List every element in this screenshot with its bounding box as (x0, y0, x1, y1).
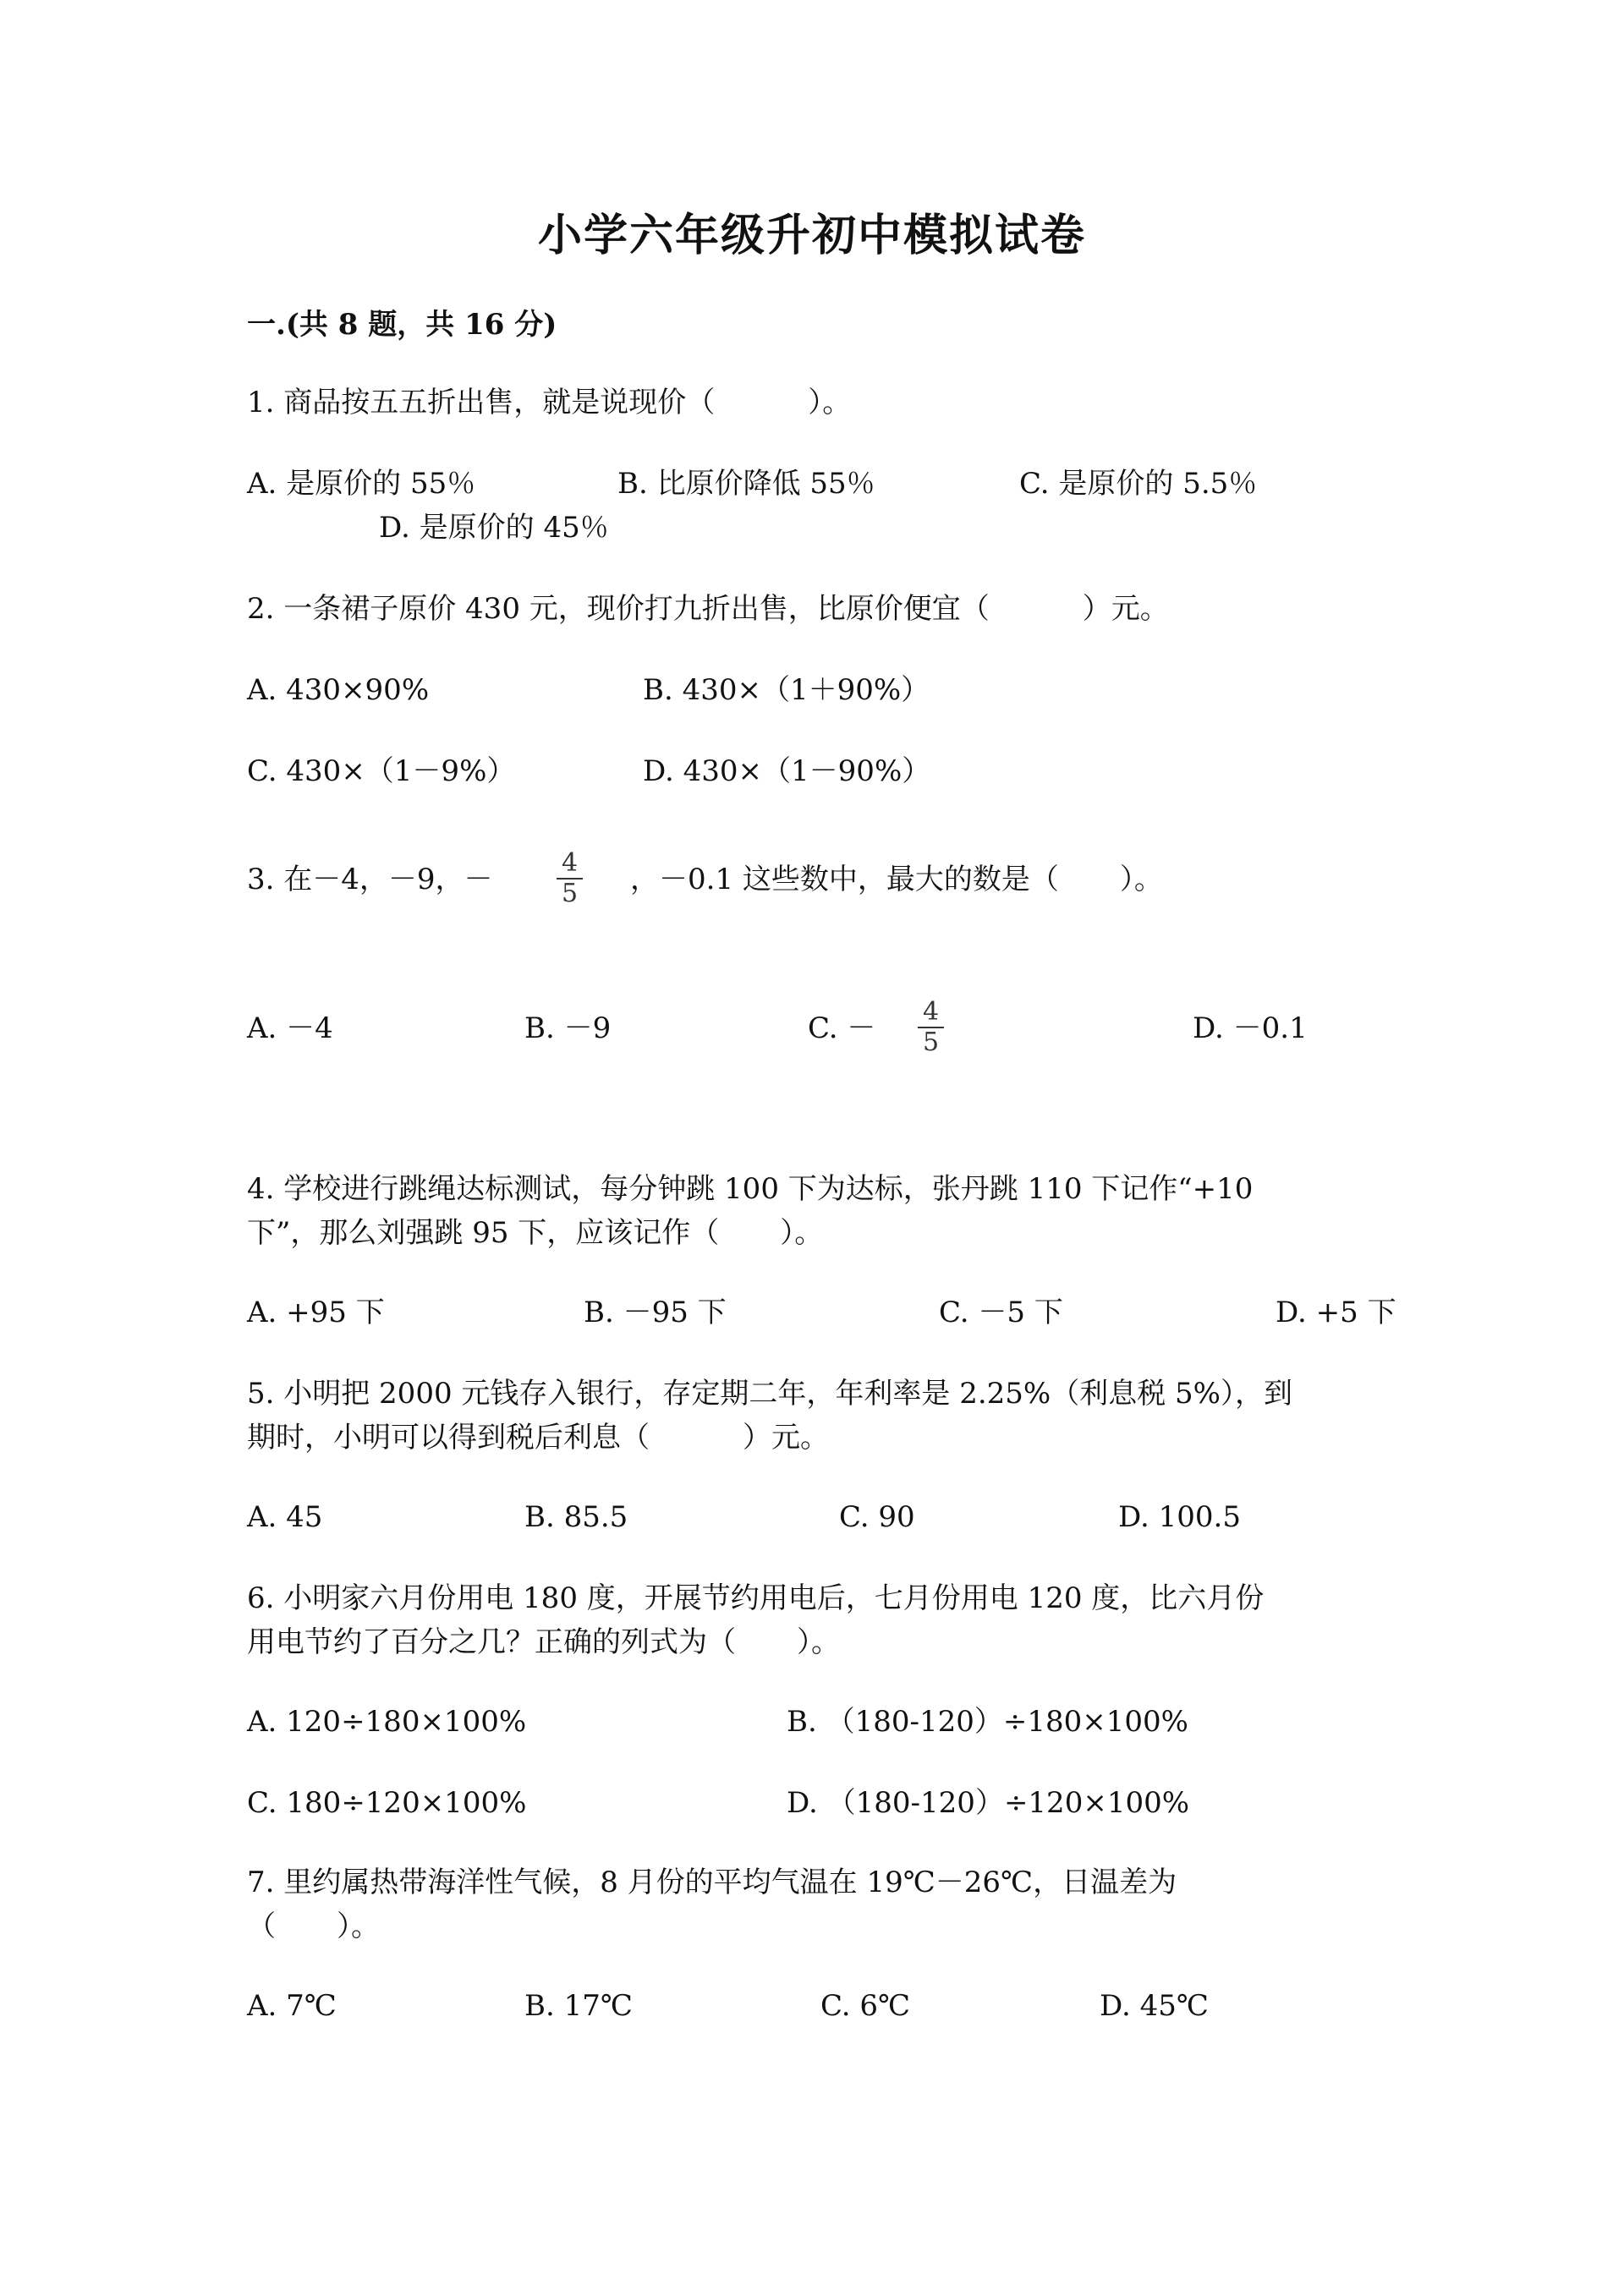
question-1-text-end: ）。 (808, 386, 852, 419)
question-2-text: 2. 一条裙子原价 430 元，现价打九折出售，比原价便宜（ (247, 592, 990, 626)
fraction-denominator: 5 (923, 1027, 940, 1057)
fraction-numerator: 4 (557, 849, 583, 879)
question-3-option-d[interactable]: D. －0.1 (1193, 1011, 1308, 1045)
question-3-text-mid: ，－0.1 这些数中，最大的数是（ ）。 (630, 863, 1163, 896)
question-4-option-c[interactable]: C. －5 下 (939, 1296, 1063, 1329)
question-6-option-d[interactable]: D. （180-120）÷120×100% (787, 1786, 1190, 1820)
question-5-option-b[interactable]: B. 85.5 (524, 1500, 628, 1534)
question-5-option-a[interactable]: A. 45 (247, 1500, 323, 1534)
question-5-option-c[interactable]: C. 90 (839, 1500, 915, 1534)
question-1-text: 1. 商品按五五折出售，就是说现价（ (247, 386, 716, 419)
question-7-line-1: 7. 里约属热带海洋性气候，8 月份的平均气温在 19℃－26℃，日温差为 (247, 1866, 1177, 1899)
question-2 (247, 587, 1397, 631)
question-6 (247, 1576, 1397, 1664)
question-3-option-b[interactable]: B. －9 (524, 1011, 612, 1045)
question-1-option-b[interactable]: B. 比原价降低 55％ (617, 467, 875, 501)
question-6-option-b[interactable]: B. （180-120）÷180×100% (787, 1705, 1188, 1739)
question-3-fraction (557, 849, 583, 908)
question-6-option-a[interactable]: A. 120÷180×100% (247, 1705, 527, 1739)
question-1-option-a[interactable]: A. 是原价的 55％ (247, 467, 476, 501)
fraction-denominator: 5 (562, 879, 579, 908)
question-2-option-a[interactable]: A. 430×90% (247, 673, 430, 707)
question-5 (247, 1372, 1397, 1460)
question-2-option-b[interactable]: B. 430×（1＋90%） (643, 673, 930, 707)
question-2-option-d[interactable]: D. 430×（1－90%） (643, 754, 931, 788)
question-2-text-end: ）元。 (1082, 592, 1169, 626)
question-4-line-1: 4. 学校进行跳绳达标测试，每分钟跳 100 下为达标，张丹跳 110 下记作“+10 (247, 1172, 1254, 1206)
question-7-option-c[interactable]: C. 6℃ (820, 1989, 911, 2023)
question-4-option-b[interactable]: B. －95 下 (584, 1296, 727, 1329)
question-1-option-d[interactable]: D. 是原价的 45％ (379, 511, 609, 545)
question-1-option-c[interactable]: C. 是原价的 5.5％ (1019, 467, 1258, 501)
question-4-option-d[interactable]: D. +5 下 (1276, 1296, 1396, 1329)
question-3-option-c-fraction (918, 998, 944, 1057)
question-7-option-b[interactable]: B. 17℃ (524, 1989, 633, 2023)
question-5-option-d[interactable]: D. 100.5 (1118, 1500, 1241, 1534)
question-7-option-d[interactable]: D. 45℃ (1100, 1989, 1209, 2023)
section-heading: 一.(共 8 题，共 16 分) (247, 308, 557, 342)
question-7 (247, 1860, 1397, 1948)
question-1 (247, 381, 1397, 425)
question-7-option-a[interactable]: A. 7℃ (247, 1989, 337, 2023)
question-4-option-a[interactable]: A. +95 下 (247, 1296, 385, 1329)
question-3-option-c[interactable]: C. － (808, 1011, 876, 1045)
question-4 (247, 1167, 1397, 1255)
question-2-option-c[interactable]: C. 430×（1－9%） (247, 754, 516, 788)
question-3-option-a[interactable]: A. －4 (247, 1011, 333, 1045)
question-4-line-2: 下”，那么刘强跳 95 下，应该记作（ ）。 (247, 1216, 824, 1250)
question-6-line-1: 6. 小明家六月份用电 180 度，开展节约用电后，七月份用电 120 度，比六月份 (247, 1581, 1265, 1615)
question-7-line-2: （ ）。 (247, 1910, 380, 1943)
question-5-line-2: 期时，小明可以得到税后利息（ ）元。 (247, 1421, 829, 1455)
page-title: 小学六年级升初中模拟试卷 (537, 210, 1086, 261)
question-5-line-1: 5. 小明把 2000 元钱存入银行，存定期二年，年利率是 2.25%（利息税 5%），到 (247, 1377, 1292, 1411)
question-6-line-2: 用电节约了百分之几？正确的列式为（ ）。 (247, 1625, 840, 1659)
question-6-option-c[interactable]: C. 180÷120×100% (247, 1786, 527, 1820)
question-3-text: 3. 在－4，－9，－ (247, 863, 493, 896)
fraction-numerator: 4 (918, 998, 944, 1028)
